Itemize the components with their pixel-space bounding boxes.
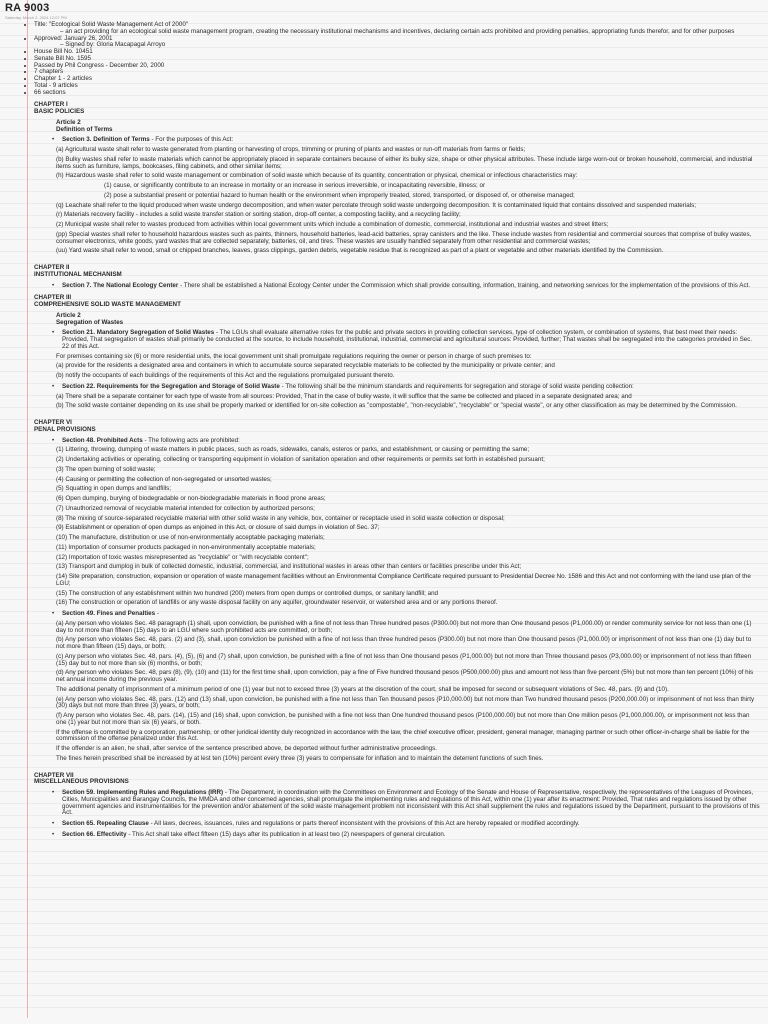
body-paragraph: (b) The solid waste container depending on its use shall be properly marked or identified for on-site collection as "compostable", "non-recyclable", "recyclable" or "special waste", or any other classification as may be determined by the Commission. (56, 402, 737, 410)
section-name: Section 21. Mandatory Segregation of Solid Wastes (62, 329, 215, 337)
body-paragraph: (12) Importation of toxic wastes misrepresented as "recyclable" or "with recyclable content"; (56, 553, 309, 561)
summary-item (34, 83, 760, 90)
page-title: RA 9003 (5, 2, 50, 14)
chapter-title: COMPREHENSIVE SOLID WASTE MANAGEMENT (34, 301, 181, 308)
body-paragraph: (a) There shall be a separate container for each type of waste from all sources: Provided, That in the case of bulky waste, it will suffice that the same be collected and placed in a separate designated area; and (56, 392, 632, 400)
body-paragraph: If the offender is an alien, he shall, after service of the sentence prescribed above, be deported without further administrative proceedings. (56, 745, 438, 752)
body-paragraph: (d) Any person who violates Sec. 48, pars (8), (9), (10) and (11) for the first time shall, upon conviction, pay a fine of Five hundred thousand pesos (P500,000.00) plus and amount not less than five percent (5%) but not more than ten percent (10%) of his net annual income during the previous year. (56, 669, 754, 683)
body-paragraph: (3) The open burning of solid waste; (56, 465, 156, 473)
summary-item (34, 90, 760, 97)
chapter-title: MISCELLANEOUS PROVISIONS (34, 778, 129, 786)
spacer (8, 410, 760, 414)
summary-item (34, 49, 760, 56)
body-paragraph: (pp) Special wastes shall refer to household hazardous wastes such as paints, thinners, household batteries, lead-acid batteries, spray canisters and the like. These include wastes from residential and commercial sources that comprise of bulky wastes, consumer electronics, white goods, yard wastes that are collected separately, batteries, oil, and tires. These wastes are usually handled separately from other residential and commercial wastes; (56, 230, 752, 245)
article-heading: Article 2 (56, 311, 81, 319)
section-text: - This Act shall take effect fifteen (15) days after its publication in at least two (2) newspapers of general circulation. (126, 830, 446, 838)
chapter-heading: CHAPTER VI (34, 419, 72, 426)
body-paragraph: (6) Open dumping, burying of biodegradable or non-biodegradable materials in flood prone areas; (56, 495, 326, 502)
summary-subitem-list (34, 42, 760, 49)
spacer (8, 763, 760, 767)
section-paragraph (56, 283, 760, 290)
section-name: Section 65. Repealing Clause (62, 820, 149, 827)
body-paragraph: (11) Importation of consumer products packaged in non-environmentally acceptable materials; (56, 543, 316, 551)
chapter-title: PENAL PROVISIONS (34, 425, 96, 433)
note-content (8, 22, 760, 839)
section-name: Section 3. Definition of Terms (62, 136, 150, 144)
section-text: - The LGUs shall evaluate alternative roles for the public and private sectors in providing collection services, type of collection system, or combination of systems, that best meet their needs: Provided, That segregation of wastes shall primarily be conducted at the source, to include household, institutional, industrial, commercial and agricultural sources: Provided, further; That wastes shall be segregated into the categories provided in Sec. 22 of this Act. (62, 329, 753, 350)
summary-item-text: Passed by Phil Congress - December 20, 2000 (34, 61, 165, 69)
body-paragraph: (14) Site preparation, construction, expansion or operation of waste management facilities without an Environmental Compliance Certificate required pursuant to Presidential Decree No. 1586 and this Act and not conforming with the land use plan of the LGU; (56, 573, 751, 587)
body-paragraph: (9) Establishment or operation of open dumps as enjoined in this Act, or closure of said dumps in violation of Sec. 37; (56, 524, 380, 532)
body-paragraph: (r) Materials recovery facility - includes a solid waste transfer station or sorting station, drop-off center, a composting facility, and a recycling facility; (56, 211, 461, 219)
body-paragraph: (1) Littering, throwing, dumping of waste matters in public places, such as roads, sidewalks, canals, esteros or parks, and establishment, or causing or permitting the same; (56, 446, 530, 454)
section-text: - All laws, decrees, issuances, rules and regulations or parts thereof inconsistent with the provisions of this Act are hereby repealed or modified accordingly. (148, 820, 580, 827)
summary-item-text: House Bill No. 10451 (34, 48, 93, 55)
page-timestamp: Saturday, March 2, 2024 12:07 PM (5, 15, 67, 20)
summary-item-text: 66 sections (34, 88, 66, 96)
summary-item (34, 36, 760, 50)
section-name: Section 59. Implementing Rules and Regulations (IRR) (62, 789, 224, 796)
section-text: - The Department, in coordination with the Committees on Environment and Ecology of the Senate and House of Representative, respectively, the representatives of the Leagues of Provinces, Cities, Municipalities and Barangay Councils, the MMDA and other concerned agencies, shall promulgate the implementing rules and regulations of this Act, within one (1) year after its enactment: Provided, That rules and regulations issued by other government agencies and instrumentalities for the prevention and/or abatement of the solid waste management problem not inconsistent with this Act shall supplement the rules and regulations issued by the Department, pursuant to the provisions of this Act. (62, 789, 760, 817)
section-name: Section 49. Fines and Penalties (62, 610, 156, 617)
section-paragraph (56, 330, 760, 350)
body-paragraph: (16) The construction or operation of landfills or any waste disposal facility on any aquifer, groundwater reservoir, or watershed area and or any portions thereof. (56, 599, 498, 607)
chapter-title: BASIC POLICIES (34, 108, 85, 115)
body-paragraph: (uu) Yard waste shall refer to wood, small or chipped branches, leaves, grass clippings, garden debris, vegetable residue that is recognized as part of a plant or vegetable and other materials identified by the Commission. (56, 247, 664, 255)
body-paragraph: (4) Causing or permitting the collection of non-segregated or unsorted wastes; (56, 475, 272, 483)
section-name: Section 22. Requirements for the Segregation and Storage of Solid Waste (62, 382, 280, 390)
body-blocks (8, 102, 760, 838)
chapter-heading: CHAPTER I (34, 101, 68, 109)
section-text: - The following shall be the minimum standards and requirements for segregation and storage of solid waste pending collection: (279, 382, 634, 390)
summary-item-text: Title: "Ecological Solid Waste Management Act of 2000" (34, 21, 189, 28)
section-paragraph (56, 611, 760, 618)
section-paragraph (56, 384, 760, 391)
body-paragraph: (15) The construction of any establishment within two hundred (200) meters from open dumps or controlled dumps, or sanitary landfill; and (56, 589, 439, 597)
body-paragraph: (a) provide for the residents a designated area and containers in which to accumulate source separated recyclable materials to be collected by the municipality or private center; and (56, 362, 555, 370)
body-paragraph: (b) notify the occupants of each buildings of the requirements of this Act and the regulations promulgated pursuant thereto. (56, 372, 395, 379)
section-paragraph (56, 790, 760, 817)
article-title: Segregation of Wastes (56, 318, 124, 326)
section-paragraph (56, 438, 760, 445)
body-paragraph: If the offense is committed by a corporation, partnership, or other juridical identity duly recognized in accordance with the law, the chief executive officer, president, general manager, managing partner or such other officer-in-charge shall be liable for the commission of the offense penalized under this Act. (56, 728, 750, 743)
spacer (8, 255, 760, 259)
section-paragraph (56, 137, 760, 144)
summary-subitem-list (34, 29, 760, 36)
summary-list (8, 22, 760, 96)
summary-item (34, 63, 760, 70)
body-paragraph: (5) Squatting in open dumps and landfills; (56, 485, 172, 493)
section-paragraph (56, 821, 760, 828)
body-paragraph: (h) Hazardous waste shall refer to solid waste management or combination of solid waste which because of its quantity, concentration or physical, chemical or infectious characteristics may: (56, 172, 578, 180)
summary-item (34, 22, 760, 36)
body-paragraph: (b) Bulky wastes shall refer to waste materials which cannot be appropriately placed in separate containers because of either its bulky size, shape or other physical attributes. These include large worn-out or broken household, commercial, and industrial items such as furniture, lamps, bookcases, filing cabinets, and other similar items; (56, 155, 753, 170)
chapter-heading: CHAPTER II (34, 264, 70, 271)
article-heading: Article 2 (56, 118, 81, 126)
section-text: - The following acts are prohibited: (142, 436, 240, 444)
chapter-heading: CHAPTER III (34, 294, 72, 302)
section-name: Section 7. The National Ecology Center (62, 281, 179, 289)
indented-paragraph: (2) pose a substantial present or potential hazard to human health or the environment when improperly treated, stored, transported, or disposed of, or otherwise managed; (104, 191, 575, 199)
summary-subitem: – an act providing for an ecological solid waste management program, creating the necessary institutional mechanisms and incentives, declaring certain acts prohibited and providing penalties, appropriating funds therefor, and for other purposes (60, 29, 760, 36)
page-bottom-edge (0, 1018, 768, 1024)
body-paragraph: (8) The mixing of source-separated recyclable material with other solid waste in any vehicle, box, container or receptacle used in solid waste collection or disposal; (56, 514, 505, 522)
body-paragraph: (z) Municipal waste shall refer to wastes produced from activities within local government units which include a combination of domestic, commercial, institutional and industrial wastes and street litters; (56, 221, 609, 228)
section-paragraph (56, 832, 760, 839)
section-name: Section 48. Prohibited Acts (62, 436, 143, 444)
body-paragraph: (2) Undertaking activities or operating, collecting or transporting equipment in violation of sanitation operation and other requirements or permits set forth in established pursuant; (56, 456, 545, 463)
chapter-heading: CHAPTER VII (34, 771, 74, 779)
summary-item-text: Approved: January 26, 2001 (34, 34, 113, 42)
summary-item-text: 7 chapters (34, 68, 64, 76)
body-paragraph: (q) Leachate shall refer to the liquid produced when waste undergo decomposition, and when water percolate through solid waste undergoing decomposition. It is contaminated liquid that contains dissolved and suspended materials; (56, 201, 696, 209)
body-paragraph: (13) Transport and dumplog in bulk of collected domestic, industrial, commercial, and institutional wastes in areas other than centers or facilities prescribe under this Act; (56, 563, 522, 571)
summary-subitem: – Signed by: Gloria Macapagal Arroyo (60, 42, 760, 49)
section-text: - There shall be established a National Ecology Center under the Commission which shall provide consulting, information, training, and networking services for the implementation of the provisions of this Act. (178, 281, 751, 289)
body-paragraph: The fines herein prescribed shall be increased by at lest ten (10%) percent every three (3) years to compensate for inflation and to maintain the deterrent functions of such fines. (56, 754, 544, 762)
summary-item-text: Senate Bill No. 1595 (34, 54, 91, 62)
section-text: - (155, 610, 159, 617)
body-paragraph: (f) Any person who violates Sec. 48, pars. (14), (15) and (16) shall, upon conviction, be punished with a fine not less than One hundred thousand pesos (P100,000.00) but not more than One million pesos (P1,000,000.00), or imprisonment not less than one (1) year but not more than six (6) years, or both. (56, 712, 750, 726)
body-paragraph: The additional penalty of imprisonment of a minimum period of one (1) year but not to exceed three (3) years at the discretion of the court, shall be imposed for second or subsequent violations of Sec. 48, pars. (9) and (10). (56, 685, 669, 693)
body-paragraph: (a) Agricultural waste shall refer to waste generated from planting or harvesting of crops, trimming or pruning of plants and wastes or run-off materials from farms or fields; (56, 146, 526, 153)
summary-item-text: Chapter 1 - 2 articles (34, 75, 93, 82)
article-title: Definition of Terms (56, 125, 113, 133)
body-paragraph: (b) Any person who violates Sec. 48, pars. (2) and (3), shall, upon conviction be punished with a fine of not less than three hundred pesos (P300.00) but not more than One thousand pesos (P1,000.00) or imprisonment of not less than one (1) day but to not more than fifteen (15) days, or both; (56, 636, 752, 650)
body-paragraph: (7) Unauthorized removal of recyclable material intended for collection by authorized persons; (56, 504, 315, 512)
summary-item-text: Total - 9 articles (34, 81, 78, 89)
chapter-title: INSTITUTIONAL MECHANISM (34, 270, 122, 278)
indented-paragraph: (1) cause, or significantly contribute to an increase in mortality or an increase in serious irreversible, or incapacitating reversible, illness; or (104, 182, 486, 189)
body-paragraph: (a) Any person who violates Sec. 48 paragraph (1) shall, upon conviction, be punished with a fine of not less than Three hundred pesos (P300.00) but not more than One thousand pesos (P1,000.00) or render community service for not less than one (1) day to not more than fifteen (15) days to an LGU where such prohibited acts are committed, or both; (56, 619, 752, 634)
summary-item (34, 76, 760, 83)
body-paragraph: (e) Any person who violates Sec. 48, pars. (12) and (13) shall, upon conviction, be punished with a fine not less than Ten thousand pesos (P10,000.00) but not more than Two hundred thousand pesos (P200,000.00) or imprisonment of not less than thirty (30) days but not more than three (3) years, or both; (56, 695, 755, 710)
body-paragraph: (10) The manufacture, distribution or use of non-environmentally acceptable packaging materials; (56, 534, 325, 541)
section-text: - For the purposes of this Act: (149, 136, 234, 144)
summary-item (34, 69, 760, 76)
section-name: Section 66. Effectivity (62, 830, 127, 838)
body-paragraph: For premises containing six (6) or more residential units, the local government unit shall promulgate regulations requiring the owner or person in charge of such premises to: (56, 352, 532, 360)
body-paragraph: (c) Any person who violates Sec. 48, pars. (4), (5), (6) and (7) shall, upon conviction, be punished with a fine of not less than One thousand pesos (P1,000.00) but not more than Three thousand pesos (P3,000.00) or imprisonment of not less than fifteen (15) day but to not more than six (6) months, or both; (56, 652, 752, 667)
